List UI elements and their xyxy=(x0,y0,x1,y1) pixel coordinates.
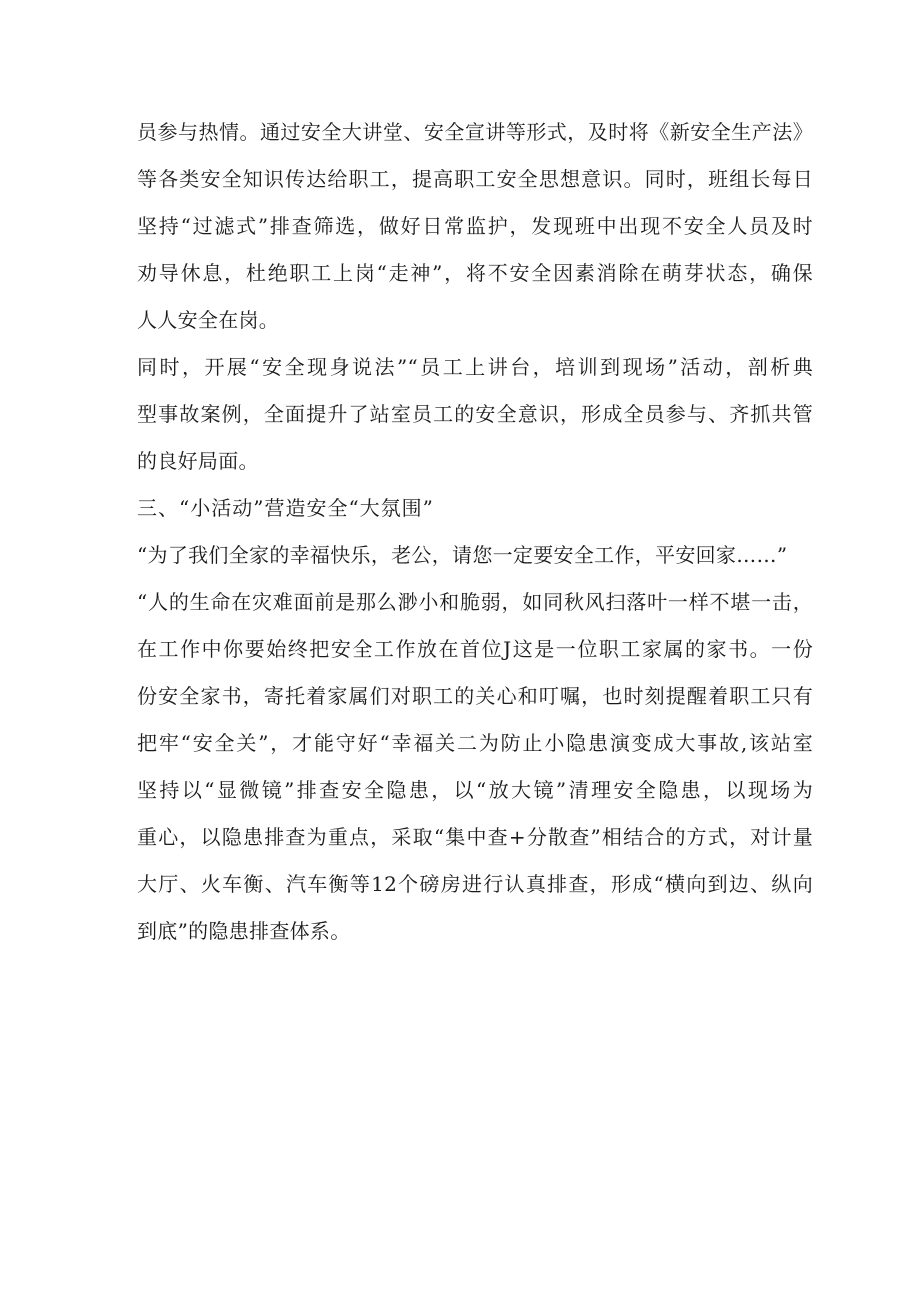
para-1-line-1: 员参与热情。通过安全大讲堂、安全宣讲等形式，及时将《新安全生产法》 xyxy=(137,120,813,144)
document-body xyxy=(137,109,817,955)
para-2-line-3: 的良好局面。 xyxy=(137,449,259,473)
para-3-line-9: 到底”的隐患排查体系。 xyxy=(137,919,351,943)
para-3-line-6: 坚持以“显微镜”排查安全隐患，以“放大镜”清理安全隐患，以现场为 xyxy=(137,778,813,802)
para-2-line-2: 型事故案例，全面提升了站室员工的安全意识，形成全员参与、齐抓共管 xyxy=(137,402,813,426)
para-3-line-7: 重心，以隐患排查为重点，采取“集中查+分散查”相结合的方式，对计量 xyxy=(137,825,813,849)
para-3-line-2: “人的生命在灾难面前是那么渺小和脆弱，如同秋风扫落叶一样不堪一击， xyxy=(137,590,813,614)
para-1-line-3: 坚持“过滤式”排查筛选，做好日常监护，发现班中出现不安全人员及时 xyxy=(137,214,813,238)
para-1-line-5: 人人安全在岗。 xyxy=(137,308,280,332)
para-1-line-2: 等各类安全知识传达给职工，提高职工安全思想意识。同时，班组长每日 xyxy=(137,167,813,191)
para-1-line-4: 劝导休息，杜绝职工上岗“走神”，将不安全因素消除在萌芽状态，确保 xyxy=(137,261,813,285)
para-2-line-1: 同时，开展“安全现身说法”“员工上讲台，培训到现场”活动，剖析典 xyxy=(137,355,813,379)
para-3-line-1: “为了我们全家的幸福快乐，老公，请您一定要安全工作，平安回家……” xyxy=(137,543,788,567)
para-3-line-5: 把牢“安全关”，才能守好“幸福关二为防止小隐患演变成大事故,该站室 xyxy=(137,731,813,755)
section-heading-3: 三、“小活动”营造安全“大氛围” xyxy=(137,496,434,520)
para-3-line-8: 大厅、火车衡、汽车衡等12个磅房进行认真排查，形成“横向到边、纵向 xyxy=(137,872,813,896)
para-3-line-4: 份安全家书，寄托着家属们对职工的关心和叮嘱，也时刻提醒着职工只有 xyxy=(137,684,813,708)
para-3-line-3: 在工作中你要始终把安全工作放在首位J这是一位职工家属的家书。一份 xyxy=(137,637,813,661)
